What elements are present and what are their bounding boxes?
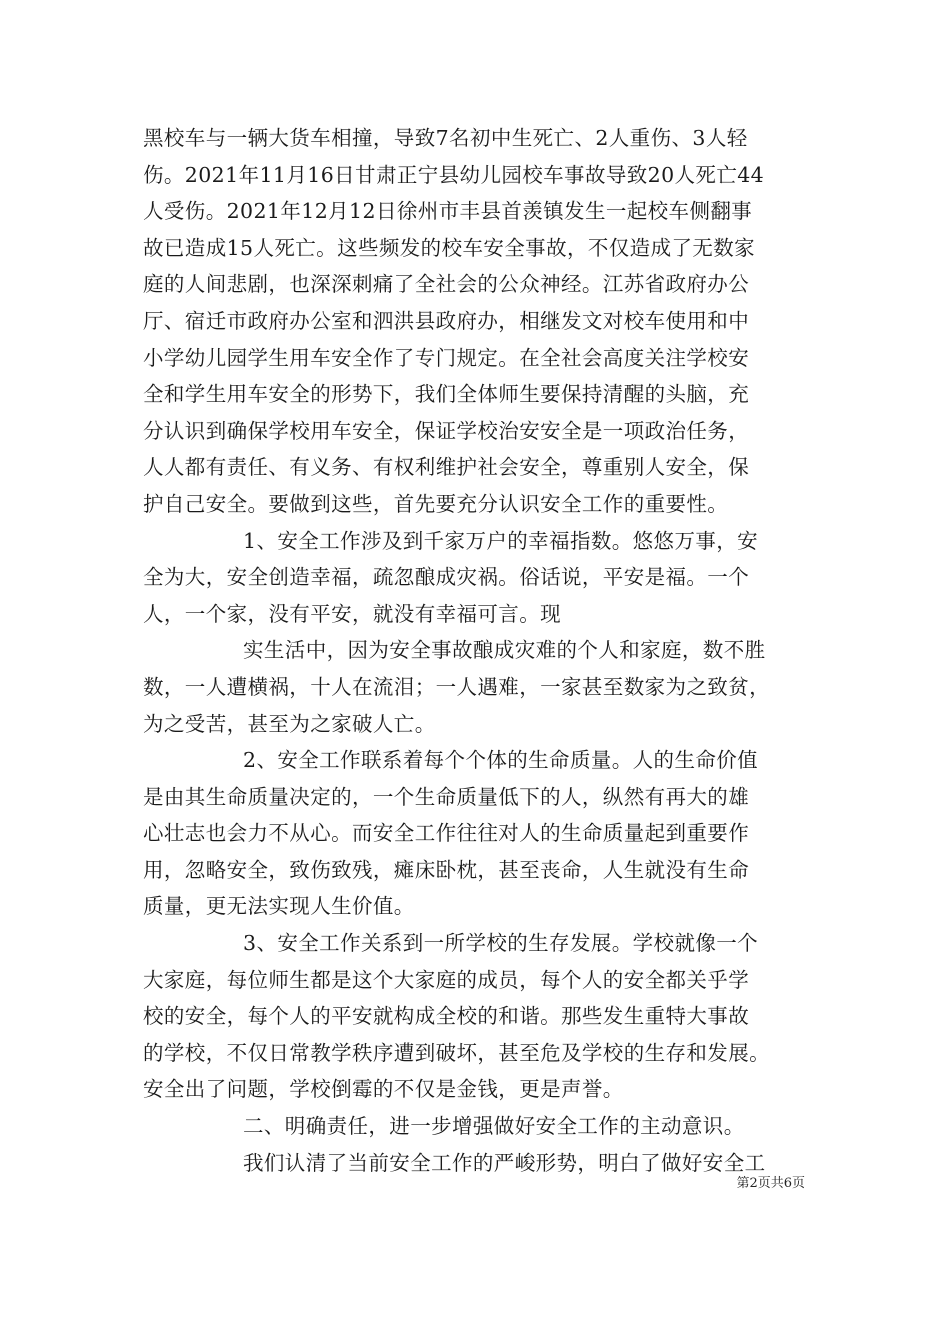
text-line: 人受伤。2021年12月12日徐州市丰县首羡镇发生一起校车侧翻事 <box>143 199 753 224</box>
text-line: 厅、宿迁市政府办公室和泗洪县政府办，相继发文对校车使用和中 <box>143 308 750 333</box>
text-line: 大家庭，每位师生都是这个大家庭的成员，每个人的安全都关乎学 <box>143 967 750 992</box>
text-line-indented: 我们认清了当前安全工作的严峻形势，明白了做好安全工 <box>243 1150 766 1175</box>
page-number-footer: 第2页共6页 <box>736 1176 805 1191</box>
text-line: 安全出了问题，学校倒霉的不仅是金钱，更是声誉。 <box>143 1077 624 1102</box>
text-line-indented: 实生活中，因为安全事故酿成灾难的个人和家庭，数不胜 <box>243 638 766 663</box>
section-heading-2: 2、安全工作联系着每个个体的生命质量。人的生命价值 <box>243 748 759 773</box>
text-line: 黑校车与一辆大货车相撞，导致7名初中生死亡、2人重伤、3人轻 <box>143 126 748 150</box>
text-line: 用，忽略安全，致伤致残，瘫床卧枕，甚至丧命，人生就没有生命 <box>143 857 750 882</box>
text-line: 全和学生用车安全的形势下，我们全体师生要保持清醒的头脑，充 <box>143 382 750 407</box>
text-line: 数，一人遭横祸，十人在流泪；一人遇难，一家甚至数家为之致贫， <box>143 674 770 699</box>
text-line: 庭的人间悲剧，也深深刺痛了全社会的公众神经。江苏省政府办公 <box>143 272 750 297</box>
text-line: 校的安全，每个人的平安就构成全校的和谐。那些发生重特大事故 <box>143 1004 750 1029</box>
text-line: 质量，更无法实现人生价值。 <box>143 894 415 919</box>
section-heading-3: 3、安全工作关系到一所学校的生存发展。学校就像一个 <box>243 931 759 956</box>
text-line: 心壮志也会力不从心。而安全工作往往对人的生命质量起到重要作 <box>143 821 750 846</box>
text-line: 故已造成15人死亡。这些频发的校车安全事故，不仅造成了无数家 <box>143 235 756 260</box>
text-line: 小学幼儿园学生用车安全作了专门规定。在全社会高度关注学校安 <box>143 345 750 370</box>
text-line: 为之受苦，甚至为之家破人亡。 <box>143 711 436 736</box>
section-heading-1: 1、安全工作涉及到千家万户的幸福指数。悠悠万事，安 <box>243 528 759 553</box>
text-line: 护自己安全。要做到这些，首先要充分认识安全工作的重要性。 <box>143 491 729 516</box>
text-line: 人，一个家，没有平安，就没有幸福可言。现 <box>143 601 561 626</box>
text-line: 全为大，安全创造幸福，疏忽酿成灾祸。俗话说，平安是福。一个 <box>143 565 750 590</box>
text-line: 伤。2021年11月16日甘肃正宁县幼儿园校车事故导致20人死亡44 <box>143 162 765 187</box>
text-line: 人人都有责任、有义务、有权利维护社会安全，尊重别人安全，保 <box>143 455 750 480</box>
section-heading-major: 二、明确责任，进一步增强做好安全工作的主动意识。 <box>243 1114 745 1139</box>
document-body <box>143 120 823 1181</box>
text-line: 是由其生命质量决定的，一个生命质量低下的人，纵然有再大的雄 <box>143 784 750 809</box>
text-line: 分认识到确保学校用车安全，保证学校治安安全是一项政治任务， <box>143 418 750 443</box>
text-line: 的学校，不仅日常教学秩序遭到破坏，甚至危及学校的生存和发展。 <box>143 1040 770 1065</box>
